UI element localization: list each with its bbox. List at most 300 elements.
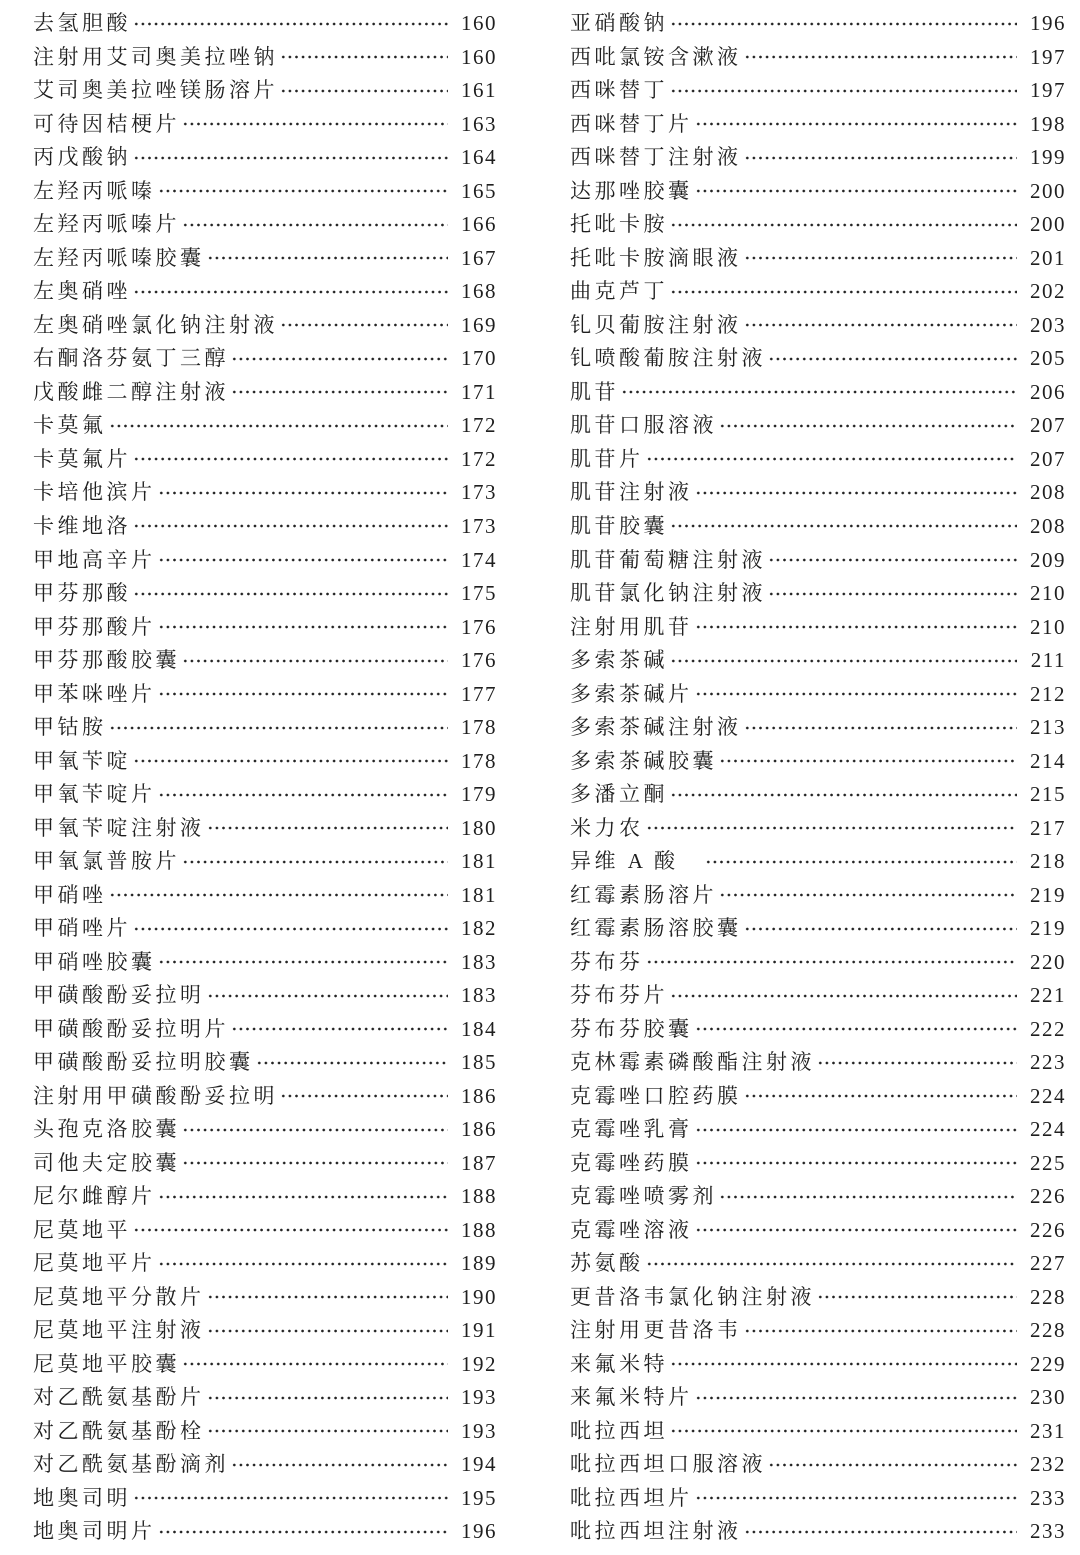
dot-leader xyxy=(768,543,1017,577)
dot-leader xyxy=(646,811,1018,845)
toc-entry xyxy=(33,744,497,778)
entry-page-number: 211 xyxy=(1030,648,1066,673)
toc-entry xyxy=(33,1113,497,1147)
dot-leader xyxy=(133,275,448,309)
entry-page-number: 197 xyxy=(1030,78,1066,103)
dot-leader xyxy=(695,175,1018,209)
toc-entry xyxy=(570,141,1066,175)
entry-title: 艾司奥美拉唑镁肠溶片 xyxy=(33,78,278,103)
entry-page-number: 207 xyxy=(1030,446,1066,471)
entry-page-number: 169 xyxy=(461,312,497,337)
entry-page-number: 188 xyxy=(461,1217,497,1242)
entry-page-number: 173 xyxy=(461,513,497,538)
entry-title: 来氟米特 xyxy=(570,1351,668,1376)
toc-entry xyxy=(570,309,1066,343)
entry-page-number: 200 xyxy=(1030,178,1066,203)
dot-leader xyxy=(670,1415,1017,1449)
entry-page-number: 228 xyxy=(1030,1284,1066,1309)
dot-leader xyxy=(158,1180,449,1214)
entry-page-number: 174 xyxy=(461,547,497,572)
entry-title: 甲硝唑 xyxy=(33,882,107,907)
entry-title: 肌苷胶囊 xyxy=(570,513,668,538)
dot-leader xyxy=(133,141,448,175)
dot-leader xyxy=(695,1482,1018,1516)
entry-page-number: 227 xyxy=(1030,1251,1066,1276)
toc-entry xyxy=(570,1448,1066,1482)
entry-title: 红霉素肠溶胶囊 xyxy=(570,916,742,941)
dot-leader xyxy=(207,1415,449,1449)
entry-title: 西咪替丁 xyxy=(570,78,668,103)
entry-title: 司他夫定胶囊 xyxy=(33,1150,180,1175)
entry-title: 克霉唑溶液 xyxy=(570,1217,693,1242)
toc-entry xyxy=(33,1214,497,1248)
entry-title: 甲钴胺 xyxy=(33,715,107,740)
entry-page-number: 183 xyxy=(461,949,497,974)
dot-leader xyxy=(670,208,1017,242)
toc-entry xyxy=(33,778,497,812)
entry-page-number: 203 xyxy=(1030,312,1066,337)
toc-entry xyxy=(570,610,1066,644)
toc-entry xyxy=(33,811,497,845)
entry-title: 左羟丙哌嗪胶囊 xyxy=(33,245,205,270)
entry-title: 甲芬那酸胶囊 xyxy=(33,648,180,673)
entry-page-number: 224 xyxy=(1030,1083,1066,1108)
toc-entry xyxy=(570,1482,1066,1516)
entry-title: 左奥硝唑 xyxy=(33,279,131,304)
dot-leader xyxy=(158,778,449,812)
entry-title: 尼莫地平胶囊 xyxy=(33,1351,180,1376)
dot-leader xyxy=(646,1247,1018,1281)
entry-page-number: 233 xyxy=(1030,1485,1066,1510)
entry-page-number: 173 xyxy=(461,480,497,505)
entry-title: 丙戊酸钠 xyxy=(33,145,131,170)
entry-title: 左羟丙哌嗪片 xyxy=(33,212,180,237)
entry-title: 吡拉西坦片 xyxy=(570,1485,693,1510)
entry-page-number: 200 xyxy=(1030,212,1066,237)
entry-title: 西咪替丁注射液 xyxy=(570,145,742,170)
entry-page-number: 231 xyxy=(1030,1418,1066,1443)
toc-entry xyxy=(33,644,497,678)
entry-page-number: 196 xyxy=(461,1519,497,1544)
toc-entry xyxy=(33,409,497,443)
toc-entry xyxy=(570,1080,1066,1114)
toc-entry xyxy=(33,1147,497,1181)
entry-title: 对乙酰氨基酚栓 xyxy=(33,1418,205,1443)
entry-title: 红霉素肠溶片 xyxy=(570,882,717,907)
entry-page-number: 161 xyxy=(461,78,497,103)
toc-entry xyxy=(33,711,497,745)
entry-page-number: 214 xyxy=(1030,748,1066,773)
entry-title: 甲芬那酸片 xyxy=(33,614,156,639)
entry-title: 注射用更昔洛韦 xyxy=(570,1318,742,1343)
dot-leader xyxy=(133,577,448,611)
toc-entry xyxy=(570,443,1066,477)
entry-page-number: 194 xyxy=(461,1452,497,1477)
toc-entry xyxy=(570,1348,1066,1382)
entry-title: 多索茶碱注射液 xyxy=(570,715,742,740)
entry-page-number: 171 xyxy=(461,379,497,404)
dot-leader xyxy=(670,979,1017,1013)
toc-entry xyxy=(33,242,497,276)
dot-leader xyxy=(182,208,448,242)
dot-leader xyxy=(719,1180,1017,1214)
toc-entry xyxy=(570,979,1066,1013)
entry-page-number: 193 xyxy=(461,1418,497,1443)
dot-leader xyxy=(280,74,448,108)
dot-leader xyxy=(744,1515,1018,1549)
toc-entry xyxy=(33,1180,497,1214)
entry-title: 甲苯咪唑片 xyxy=(33,681,156,706)
entry-page-number: 223 xyxy=(1030,1050,1066,1075)
toc-entry xyxy=(33,1348,497,1382)
dot-leader xyxy=(109,409,449,443)
entry-page-number: 215 xyxy=(1030,782,1066,807)
dot-leader xyxy=(133,912,448,946)
dot-leader xyxy=(744,1314,1018,1348)
toc-entry xyxy=(570,744,1066,778)
dot-leader xyxy=(231,376,448,410)
toc-entry xyxy=(33,175,497,209)
dot-leader xyxy=(670,1348,1017,1382)
dot-leader xyxy=(280,1080,448,1114)
entry-page-number: 217 xyxy=(1030,815,1066,840)
toc-entry xyxy=(33,74,497,108)
entry-title: 达那唑胶囊 xyxy=(570,178,693,203)
dot-leader xyxy=(744,1080,1018,1114)
entry-page-number: 186 xyxy=(461,1117,497,1142)
entry-title: 卡维地洛 xyxy=(33,513,131,538)
dot-leader xyxy=(280,41,448,75)
entry-title: 甲氧苄啶注射液 xyxy=(33,815,205,840)
entry-title: 肌苷 xyxy=(570,379,619,404)
dot-leader xyxy=(231,1448,448,1482)
toc-entry xyxy=(570,1012,1066,1046)
entry-title: 肌苷氯化钠注射液 xyxy=(570,581,766,606)
entry-title: 尼尔雌醇片 xyxy=(33,1184,156,1209)
dot-leader xyxy=(695,1147,1018,1181)
entry-title: 卡培他滨片 xyxy=(33,480,156,505)
entry-page-number: 160 xyxy=(461,11,497,36)
entry-title: 曲克芦丁 xyxy=(570,279,668,304)
toc-entry xyxy=(33,7,497,41)
dot-leader xyxy=(744,141,1018,175)
entry-page-number: 220 xyxy=(1030,949,1066,974)
dot-leader xyxy=(133,443,448,477)
entry-page-number: 160 xyxy=(461,44,497,69)
entry-page-number: 213 xyxy=(1030,715,1066,740)
toc-entry xyxy=(33,443,497,477)
entry-title: 左羟丙哌嗪 xyxy=(33,178,156,203)
dot-leader xyxy=(182,845,448,879)
dot-leader xyxy=(744,309,1018,343)
toc-entry xyxy=(570,1147,1066,1181)
toc-entry xyxy=(33,476,497,510)
entry-title: 左奥硝唑氯化钠注射液 xyxy=(33,312,278,337)
dot-leader xyxy=(768,1448,1017,1482)
entry-page-number: 181 xyxy=(461,849,497,874)
toc-entry xyxy=(33,1012,497,1046)
entry-page-number: 179 xyxy=(461,782,497,807)
toc-entry xyxy=(570,275,1066,309)
entry-title: 甲磺酸酚妥拉明片 xyxy=(33,1016,229,1041)
dot-leader xyxy=(670,510,1017,544)
toc-entry xyxy=(33,1247,497,1281)
entry-title: 对乙酰氨基酚片 xyxy=(33,1385,205,1410)
toc-entry xyxy=(33,912,497,946)
entry-title: 地奥司明片 xyxy=(33,1519,156,1544)
dot-leader xyxy=(670,778,1017,812)
dot-leader xyxy=(109,878,449,912)
dot-leader xyxy=(621,376,1017,410)
entry-title: 甲氧氯普胺片 xyxy=(33,849,180,874)
entry-title: 甲氧苄啶片 xyxy=(33,782,156,807)
dot-leader xyxy=(207,979,449,1013)
entry-page-number: 190 xyxy=(461,1284,497,1309)
entry-page-number: 176 xyxy=(461,614,497,639)
dot-leader xyxy=(695,610,1018,644)
entry-title: 甲氧苄啶 xyxy=(33,748,131,773)
entry-page-number: 176 xyxy=(461,648,497,673)
dot-leader xyxy=(768,577,1017,611)
entry-page-number: 193 xyxy=(461,1385,497,1410)
dot-leader xyxy=(182,1348,448,1382)
entry-page-number: 221 xyxy=(1030,983,1066,1008)
entry-page-number: 202 xyxy=(1030,279,1066,304)
entry-page-number: 172 xyxy=(461,413,497,438)
dot-leader xyxy=(207,1314,449,1348)
toc-entry xyxy=(570,1247,1066,1281)
toc-entry xyxy=(33,677,497,711)
entry-page-number: 170 xyxy=(461,346,497,371)
entry-title: 吡拉西坦 xyxy=(570,1418,668,1443)
toc-entry xyxy=(33,1046,497,1080)
toc-entry xyxy=(33,577,497,611)
toc-entry xyxy=(33,108,497,142)
toc-entry xyxy=(570,376,1066,410)
entry-page-number: 168 xyxy=(461,279,497,304)
dot-leader xyxy=(133,1214,448,1248)
entry-title: 苏氨酸 xyxy=(570,1251,644,1276)
toc-entry xyxy=(570,845,1066,879)
dot-leader xyxy=(158,610,449,644)
entry-title: 肌苷片 xyxy=(570,446,644,471)
toc-entry xyxy=(33,208,497,242)
entry-page-number: 230 xyxy=(1030,1385,1066,1410)
dot-leader xyxy=(744,41,1018,75)
dot-leader xyxy=(280,309,448,343)
entry-title: 尼莫地平 xyxy=(33,1217,131,1242)
entry-page-number: 208 xyxy=(1030,480,1066,505)
toc-entry xyxy=(570,778,1066,812)
toc-entry xyxy=(570,677,1066,711)
entry-page-number: 207 xyxy=(1030,413,1066,438)
dot-leader xyxy=(744,912,1018,946)
entry-title: 甲硝唑片 xyxy=(33,916,131,941)
toc-entry xyxy=(570,945,1066,979)
entry-page-number: 210 xyxy=(1030,581,1066,606)
entry-page-number: 182 xyxy=(461,916,497,941)
entry-title: 尼莫地平注射液 xyxy=(33,1318,205,1343)
dot-leader xyxy=(231,1012,448,1046)
toc-entry xyxy=(33,275,497,309)
entry-page-number: 191 xyxy=(461,1318,497,1343)
dot-leader xyxy=(133,510,448,544)
dot-leader xyxy=(695,476,1018,510)
entry-title: 甲硝唑胶囊 xyxy=(33,949,156,974)
toc-entry xyxy=(33,141,497,175)
entry-page-number: 175 xyxy=(461,581,497,606)
entry-title: 肌苷葡萄糖注射液 xyxy=(570,547,766,572)
dot-leader xyxy=(719,744,1017,778)
entry-page-number: 177 xyxy=(461,681,497,706)
dot-leader xyxy=(744,711,1018,745)
dot-leader xyxy=(182,108,448,142)
toc-entry xyxy=(570,912,1066,946)
entry-title: 多索茶碱胶囊 xyxy=(570,748,717,773)
dot-leader xyxy=(158,677,449,711)
toc-entry xyxy=(33,543,497,577)
entry-page-number: 233 xyxy=(1030,1519,1066,1544)
dot-leader xyxy=(133,1482,448,1516)
entry-title: 右酮洛芬氨丁三醇 xyxy=(33,346,229,371)
toc-entry xyxy=(33,510,497,544)
toc-entry xyxy=(570,1113,1066,1147)
entry-page-number: 195 xyxy=(461,1485,497,1510)
entry-page-number: 178 xyxy=(461,748,497,773)
dot-leader xyxy=(158,1515,449,1549)
entry-title: 钆贝葡胺注射液 xyxy=(570,312,742,337)
toc-entry xyxy=(570,878,1066,912)
entry-page-number: 196 xyxy=(1030,11,1066,36)
dot-leader xyxy=(133,744,448,778)
entry-title: 西吡氯铵含漱液 xyxy=(570,44,742,69)
entry-page-number: 165 xyxy=(461,178,497,203)
dot-leader xyxy=(182,1147,448,1181)
toc-entry xyxy=(570,1180,1066,1214)
dot-leader xyxy=(670,7,1017,41)
entry-title: 注射用甲磺酸酚妥拉明 xyxy=(33,1083,278,1108)
toc-entry xyxy=(33,1415,497,1449)
entry-page-number: 189 xyxy=(461,1251,497,1276)
toc-entry xyxy=(570,811,1066,845)
toc-entry xyxy=(570,108,1066,142)
entry-page-number: 183 xyxy=(461,983,497,1008)
dot-leader xyxy=(182,1113,448,1147)
entry-title: 卡莫氟片 xyxy=(33,446,131,471)
entry-title: 地奥司明 xyxy=(33,1485,131,1510)
dot-leader xyxy=(670,644,1017,678)
entry-title: 西咪替丁片 xyxy=(570,111,693,136)
entry-page-number: 201 xyxy=(1030,245,1066,270)
dot-leader xyxy=(768,342,1017,376)
entry-page-number: 224 xyxy=(1030,1117,1066,1142)
dot-leader xyxy=(695,677,1018,711)
entry-title: 卡莫氟 xyxy=(33,413,107,438)
entry-title: 托吡卡胺滴眼液 xyxy=(570,245,742,270)
entry-page-number: 172 xyxy=(461,446,497,471)
toc-entry xyxy=(33,1482,497,1516)
dot-leader xyxy=(646,443,1018,477)
entry-page-number: 187 xyxy=(461,1150,497,1175)
entry-page-number: 218 xyxy=(1030,849,1066,874)
toc-entry xyxy=(570,1381,1066,1415)
toc-entry xyxy=(570,342,1066,376)
entry-page-number: 212 xyxy=(1030,681,1066,706)
dot-leader xyxy=(670,74,1017,108)
entry-page-number: 209 xyxy=(1030,547,1066,572)
entry-page-number: 192 xyxy=(461,1351,497,1376)
entry-title: 去氢胆酸 xyxy=(33,11,131,36)
entry-page-number: 219 xyxy=(1030,916,1066,941)
toc-entry xyxy=(33,979,497,1013)
dot-leader xyxy=(158,945,449,979)
toc-entry xyxy=(570,208,1066,242)
entry-page-number: 208 xyxy=(1030,513,1066,538)
dot-leader xyxy=(182,644,448,678)
toc-entry xyxy=(570,7,1066,41)
dot-leader xyxy=(705,845,1017,879)
toc-entry xyxy=(33,309,497,343)
entry-title: 多索茶碱片 xyxy=(570,681,693,706)
entry-title: 多潘立酮 xyxy=(570,782,668,807)
toc-entry xyxy=(570,175,1066,209)
entry-page-number: 205 xyxy=(1030,346,1066,371)
dot-leader xyxy=(207,242,449,276)
entry-title: 托吡卡胺 xyxy=(570,212,668,237)
entry-page-number: 163 xyxy=(461,111,497,136)
entry-title: 戊酸雌二醇注射液 xyxy=(33,379,229,404)
entry-page-number: 229 xyxy=(1030,1351,1066,1376)
toc-entry xyxy=(570,644,1066,678)
entry-page-number: 199 xyxy=(1030,145,1066,170)
dot-leader xyxy=(744,242,1018,276)
toc-entry xyxy=(570,242,1066,276)
dot-leader xyxy=(817,1046,1017,1080)
entry-title: 对乙酰氨基酚滴剂 xyxy=(33,1452,229,1477)
entry-title: 克霉唑乳膏 xyxy=(570,1117,693,1142)
entry-page-number: 226 xyxy=(1030,1217,1066,1242)
dot-leader xyxy=(207,1281,449,1315)
entry-page-number: 185 xyxy=(461,1050,497,1075)
entry-page-number: 181 xyxy=(461,882,497,907)
entry-title: 克霉唑喷雾剂 xyxy=(570,1184,717,1209)
entry-page-number: 186 xyxy=(461,1083,497,1108)
toc-entry xyxy=(570,1281,1066,1315)
toc-entry xyxy=(570,1415,1066,1449)
toc-entry xyxy=(33,945,497,979)
dot-leader xyxy=(695,1012,1018,1046)
dot-leader xyxy=(695,108,1018,142)
dot-leader xyxy=(719,878,1017,912)
entry-page-number: 222 xyxy=(1030,1016,1066,1041)
entry-page-number: 206 xyxy=(1030,379,1066,404)
dot-leader xyxy=(158,543,449,577)
entry-title: 尼莫地平分散片 xyxy=(33,1284,205,1309)
entry-page-number: 167 xyxy=(461,245,497,270)
entry-page-number: 228 xyxy=(1030,1318,1066,1343)
dot-leader xyxy=(158,1247,449,1281)
entry-title: 克霉唑药膜 xyxy=(570,1150,693,1175)
dot-leader xyxy=(158,476,449,510)
toc-entry xyxy=(33,1515,497,1549)
dot-leader xyxy=(646,945,1018,979)
entry-title: 注射用艾司奥美拉唑钠 xyxy=(33,44,278,69)
toc-entry xyxy=(33,1448,497,1482)
entry-title: 肌苷口服溶液 xyxy=(570,413,717,438)
entry-title: 注射用肌苷 xyxy=(570,614,693,639)
entry-page-number: 225 xyxy=(1030,1150,1066,1175)
entry-title: 异维 A 酸 xyxy=(570,849,704,874)
